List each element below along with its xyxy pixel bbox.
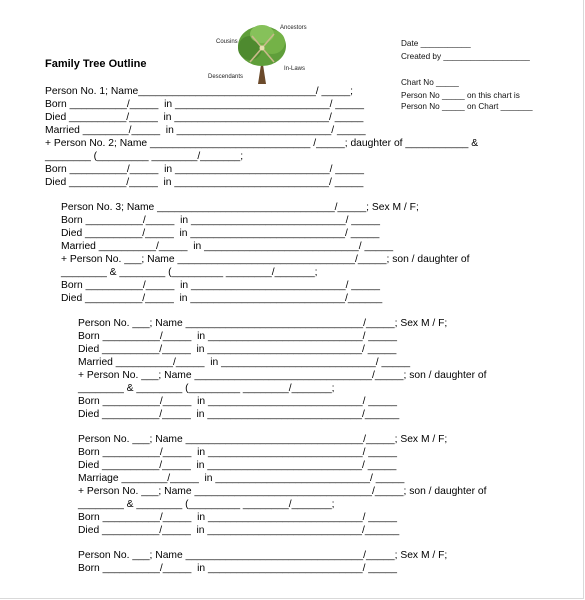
logo-label-descendants: Descendants (208, 74, 244, 80)
died-line: Died __________/_____ in ___________________________/______ (78, 409, 400, 420)
married-line: Married ________/_____ in ___________________________/ _____ (45, 125, 366, 136)
person-on-chart-field: Person No _____ on this chart is (401, 91, 520, 100)
person-block-1 (45, 85, 478, 189)
born-line: Born __________/_____ in ___________________________/ _____ (78, 331, 397, 342)
date-field: Date ___________ (401, 39, 471, 48)
chart-no-field: Chart No _____ (401, 78, 459, 87)
person-block-2 (61, 201, 470, 305)
born-line: Born __________/_____ in ___________________________/ _____ (61, 280, 380, 291)
died-line: Died __________/_____ in ___________________________/______ (78, 525, 400, 536)
person-line: Person No. 3; Name _______________________________/_____; Sex M / F; (61, 202, 419, 213)
born-line: Born __________/_____ in ___________________________/ _____ (61, 215, 380, 226)
person-block-5 (78, 549, 447, 575)
died-line: Died __________/_____ in ___________________________/ _____ (45, 177, 364, 188)
document-title: Family Tree Outline (45, 58, 147, 70)
married-line: Married __________/_____ in ___________________________/ _____ (78, 357, 411, 368)
died-line: Died __________/_____ in ___________________________/ _____ (78, 460, 397, 471)
logo-label-cousins: Cousins (216, 39, 238, 45)
spouse-line: + Person No. 2; Name ____________________________ /_____; daughter of ___________ & (45, 138, 479, 149)
died-line: Died __________/_____ in ___________________________/ _____ (78, 344, 397, 355)
born-line: Born __________/_____ in ___________________________/ _____ (45, 99, 364, 110)
married-line: Married __________/_____ in ___________________________/ _____ (61, 241, 394, 252)
parents-line: ________ & ________ (_________ ________/_______; (78, 499, 335, 510)
parents-line: ________ & ________ (_________ ________/_______; (61, 267, 318, 278)
born-line: Born __________/_____ in ___________________________/ _____ (78, 563, 397, 574)
marriage-line: Marriage ________/_____ in ___________________________/ _____ (78, 473, 405, 484)
person-block-3 (78, 317, 487, 421)
person-block-4 (78, 433, 487, 537)
spouse-line: + Person No. ___; Name _______________________________/_____; son / daughter of (61, 254, 470, 265)
died-line: Died __________/_____ in ___________________________/ _____ (45, 112, 364, 123)
born-line: Born __________/_____ in ___________________________/ _____ (45, 164, 364, 175)
person-line: Person No. ___; Name _______________________________/_____; Sex M / F; (78, 434, 448, 445)
person-line: Person No. ___; Name _______________________________/_____; Sex M / F; (78, 550, 448, 561)
born-line: Born __________/_____ in ___________________________/ _____ (78, 447, 397, 458)
spouse-line: + Person No. ___; Name _______________________________/_____; son / daughter of (78, 486, 487, 497)
died-line: Died __________/_____ in ___________________________/______ (61, 293, 383, 304)
person-line: Person No. ___; Name _______________________________/_____; Sex M / F; (78, 318, 448, 329)
died-line: Died __________/_____ in ___________________________/ _____ (61, 228, 380, 239)
logo-label-ancestors: Ancestors (280, 25, 307, 31)
spouse-line: + Person No. ___; Name _______________________________/_____; son / daughter of (78, 370, 487, 381)
born-line: Born __________/_____ in ___________________________/ _____ (78, 512, 397, 523)
parents-line: ________ (_________ ________/_______; (45, 151, 244, 162)
created-by-field: Created by ___________________ (401, 52, 530, 61)
person-on-other-chart-field: Person No _____ on Chart _______ (401, 102, 533, 111)
person-line: Person No. 1; Name_______________________________/ _____; (45, 86, 354, 97)
born-line: Born __________/_____ in ___________________________/ _____ (78, 396, 397, 407)
family-tree-logo (208, 18, 318, 88)
parents-line: ________ & ________ (_________ ________/_______; (78, 383, 335, 394)
logo-label-in-laws: In-Laws (284, 66, 306, 72)
